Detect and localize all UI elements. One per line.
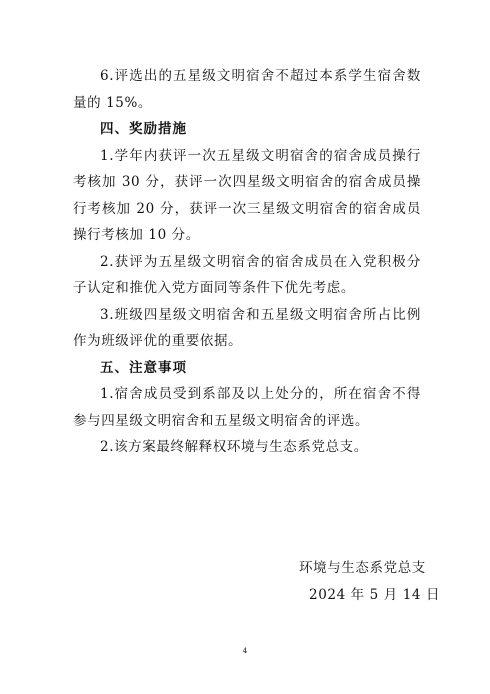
body-text [73,63,421,461]
note-item-1: 1.宿舍成员受到系部及以上处分的，所在宿舍不得参与四星级文明宿舍和五星级文明宿舍的评选。 [73,386,421,429]
section-heading-rewards: 四、奖励措施 [100,121,187,137]
section-heading-notes: 五、注意事项 [100,359,187,376]
reward-item-1: 1.学年内获评一次五星级文明宿舍的宿舍成员操行考核加 30 分，获评一次四星级文明宿舍的宿舍成员操行考核加 20 分，获评一次三星级文明宿舍的宿舍成员操行考核加 10 分。 [73,147,421,243]
rule-item-6: 6.评选出的五星级文明宿舍不超过本系学生宿舍数量的 15%。 [73,68,421,111]
signature-date: 2024 年 5 月 14 日 [309,587,441,603]
note-item-2: 2.该方案最终解释权环境与生态系党总支。 [100,439,368,455]
reward-item-3: 3.班级四星级文明宿舍和五星级文明宿舍所占比例作为班级评优的重要依据。 [73,306,421,349]
page-number: 4 [242,647,248,655]
signature-org: 环境与生态系党总支 [299,560,426,576]
reward-item-2: 2.获评为五星级文明宿舍的宿舍成员在入党积极分子认定和推优入党方面同等条件下优先考虑。 [73,253,421,296]
